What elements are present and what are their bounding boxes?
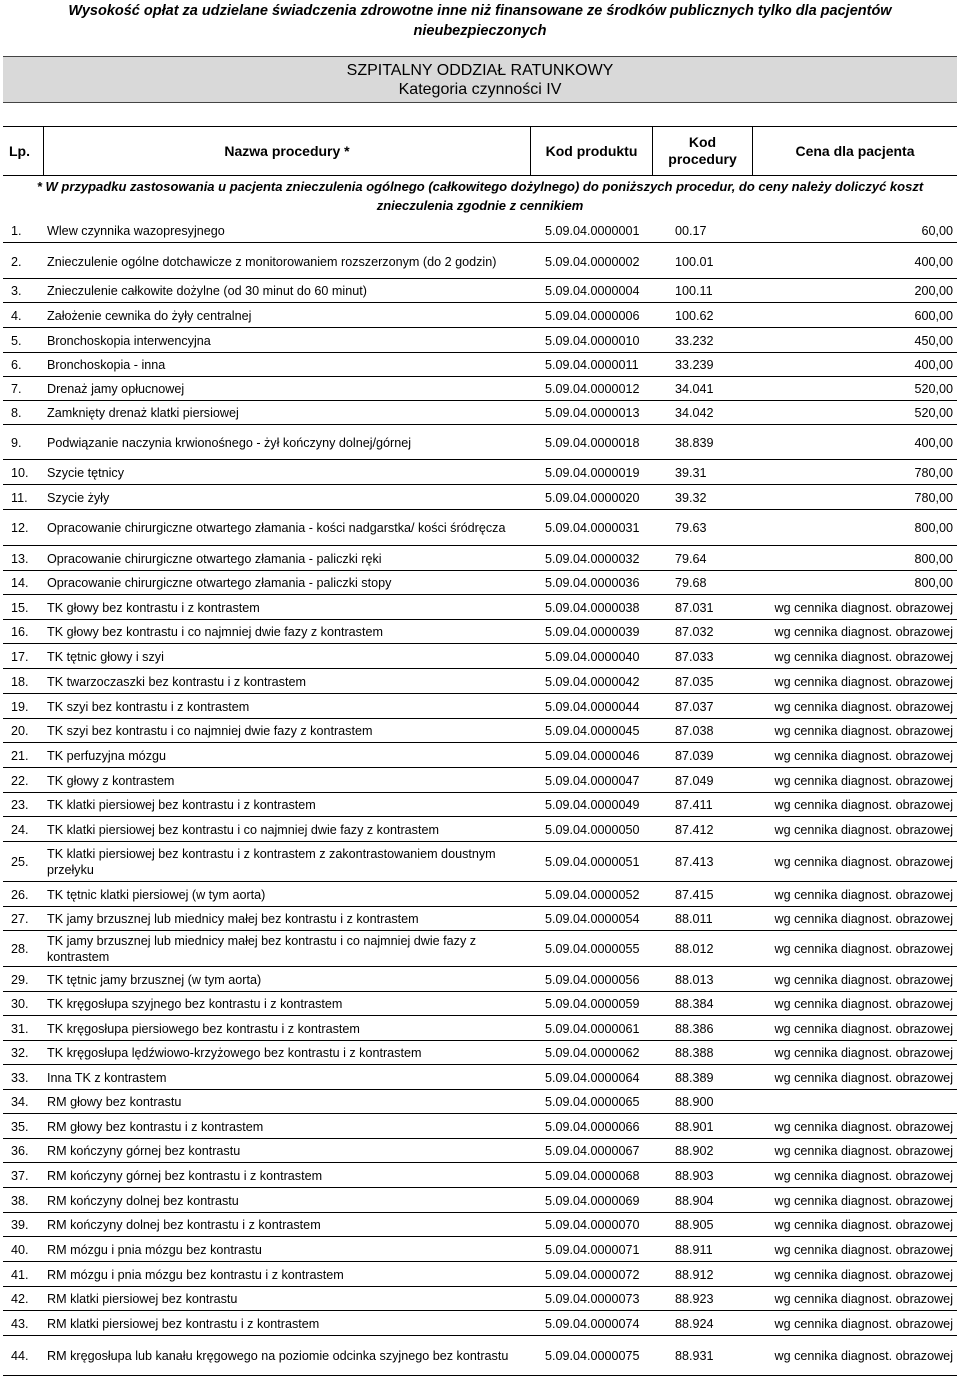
row-procedure-name: RM głowy bez kontrastu i z kontrastem [47,1119,264,1134]
row-procedure-code: 88.901 [675,1119,714,1134]
row-procedure-name: TK perfuzyjna mózgu [47,748,166,763]
row-procedure-name: TK klatki piersiowej bez kontrastu i z kontrastem z zakontrastowaniem doustnym przełyku [47,847,496,877]
row-lp: 33. [11,1070,29,1085]
row-procedure-name: TK klatki piersiowej bez kontrastu i z kontrastem [47,798,316,812]
row-procedure-code: 79.64 [675,551,707,566]
row-procedure-code: 87.411 [675,798,713,812]
row-lp: 36. [11,1144,29,1158]
row-product-code: 5.09.04.0000064 [545,1070,640,1085]
row-procedure-code: 88.924 [675,1316,714,1331]
row-lp: 9. [11,435,22,450]
row-procedure-name: TK głowy bez kontrastu i co najmniej dwie fazy z kontrastem [47,625,383,639]
row-product-code: 5.09.04.0000067 [545,1144,640,1158]
row-procedure-name: Drenaż jamy opłucnowej [47,382,185,396]
row-price: 400,00 [914,358,953,372]
footnote-line2: znieczulenia zgodnie z cennikiem [376,198,584,213]
row-price: 200,00 [914,284,953,298]
row-procedure-name: TK tętnic głowy i szyi [47,649,164,664]
row-lp: 2. [11,254,22,269]
header-product-code: Kod produktu [530,126,652,176]
row-product-code: 5.09.04.0000006 [545,308,640,323]
row-product-code: 5.09.04.0000055 [545,942,640,956]
row-price: wg cennika diagnost. obrazowej [774,822,953,837]
row-product-code: 5.09.04.0000052 [545,887,640,902]
row-lp: 27. [11,912,29,926]
row-procedure-name: RM kończyny dolnej bez kontrastu i z kontrastem [47,1218,321,1232]
row-procedure-code: 88.903 [675,1168,714,1183]
row-procedure-name: RM kończyny górnej bez kontrastu i z kontrastem [47,1168,323,1183]
header-procedure-code [652,126,752,176]
table-row [3,1238,957,1262]
table-row [3,596,957,620]
row-procedure-name: RM kończyny górnej bez kontrastu [47,1144,241,1158]
row-procedure-name: Opracowanie chirurgiczne otwartego złamania - paliczki ręki [47,551,382,566]
row-procedure-name: Znieczulenie całkowite dożylne (od 30 minut do 60 minut) [47,284,367,298]
row-lp: 7. [11,382,22,396]
row-lp: 41. [11,1267,29,1282]
row-procedure-name: TK kręgosłupa lędźwiowo-krzyżowego bez kontrastu i z kontrastem [47,1046,422,1060]
row-procedure-name: TK szyi bez kontrastu i co najmniej dwie fazy z kontrastem [47,724,373,738]
row-price: wg cennika diagnost. obrazowej [774,798,953,812]
table-row [3,908,957,931]
row-lp: 25. [11,855,29,869]
table-row [3,968,957,992]
document-title [0,0,960,41]
table-row [3,547,957,571]
row-price: wg cennika diagnost. obrazowej [774,1267,953,1282]
row-price: wg cennika diagnost. obrazowej [774,724,953,738]
row-product-code: 5.09.04.0000072 [545,1267,640,1282]
table-row [3,1017,957,1041]
table-row [3,304,957,328]
row-product-code: 5.09.04.0000051 [545,855,640,869]
table-row [3,1337,957,1376]
row-product-code: 5.09.04.0000073 [545,1292,640,1306]
row-lp: 42. [11,1292,29,1306]
section-header [3,56,957,103]
header-procedure-code-line2: procedury [668,151,737,167]
table-row [3,486,957,510]
row-procedure-code: 87.037 [675,699,714,714]
table-row [3,1140,957,1163]
row-procedure-code: 88.923 [675,1292,714,1306]
table-row [3,769,957,793]
row-lp: 11. [11,490,28,505]
table-row [3,993,957,1016]
row-procedure-code: 88.011 [675,912,713,926]
row-product-code: 5.09.04.0000002 [545,254,640,269]
row-price: wg cennika diagnost. obrazowej [774,1021,953,1036]
row-procedure-code: 88.900 [675,1095,714,1109]
row-lp: 37. [11,1168,29,1183]
row-procedure-name: Bronchoskopia - inna [47,358,166,372]
row-procedure-code: 100.62 [675,308,714,323]
row-lp: 14. [11,576,29,590]
row-lp: 29. [11,972,29,987]
row-procedure-name: TK kręgosłupa piersiowego bez kontrastu i z kontrastem [47,1021,360,1036]
row-procedure-name: Opracowanie chirurgiczne otwartego złamania - paliczki stopy [47,576,392,590]
row-procedure-name: TK głowy bez kontrastu i z kontrastem [47,600,260,615]
row-procedure-code: 38.839 [675,435,714,450]
table-row [3,280,957,303]
row-procedure-code: 87.413 [675,855,714,869]
row-procedure-code: 79.68 [675,576,707,590]
row-procedure-code: 87.032 [675,625,714,639]
row-product-code: 5.09.04.0000042 [545,674,640,689]
row-price: wg cennika diagnost. obrazowej [774,1218,953,1232]
row-lp: 13. [11,551,29,566]
row-lp: 5. [11,333,22,348]
row-procedure-name: TK tętnic jamy brzusznej (w tym aorta) [47,972,262,987]
row-product-code: 5.09.04.0000047 [545,773,640,788]
row-procedure-name: RM mózgu i pnia mózgu bez kontrastu [47,1242,262,1257]
row-procedure-name: RM kończyny dolnej bez kontrastu [47,1193,239,1208]
row-procedure-code: 88.911 [675,1242,713,1257]
row-procedure-code: 100.11 [675,284,713,298]
row-price: 400,00 [914,435,953,450]
row-procedure-code: 88.389 [675,1070,714,1085]
table-row [3,818,957,842]
table-row [3,1042,957,1065]
row-lp: 26. [11,887,29,902]
row-price: 800,00 [914,551,953,566]
row-price: wg cennika diagnost. obrazowej [774,912,953,926]
table-row [3,670,957,694]
section-name: SZPITALNY ODDZIAŁ RATUNKOWY [346,62,614,79]
row-lp: 24. [11,822,29,837]
row-product-code: 5.09.04.0000010 [545,333,640,348]
row-price: 800,00 [914,521,953,535]
document-title-line1: Wysokość opłat za udzielane świadczenia zdrowotne inne niż finansowane ze środków publicznych tylko dla pacjentów [68,3,892,19]
row-procedure-code: 34.041 [675,382,714,396]
table-row [3,511,957,546]
row-procedure-code: 87.035 [675,674,714,689]
table-row [3,720,957,743]
row-lp: 18. [11,674,29,689]
document-title-line2: nieubezpieczonych [413,23,547,39]
row-product-code: 5.09.04.0000039 [545,625,640,639]
row-procedure-code: 87.031 [675,600,714,615]
row-procedure-name: RM mózgu i pnia mózgu bez kontrastu i z kontrastem [47,1267,344,1282]
row-procedure-code: 87.039 [675,748,714,763]
row-price: wg cennika diagnost. obrazowej [774,1193,953,1208]
table-row [3,378,957,401]
row-lp: 17. [11,649,29,664]
row-procedure-code: 33.232 [675,333,714,348]
row-price: 780,00 [914,490,953,505]
row-price: wg cennika diagnost. obrazowej [774,997,953,1011]
header-procedure-name: Nazwa procedury * [43,126,530,176]
table-row [3,245,957,279]
row-procedure-code: 33.239 [675,358,714,372]
table-row [3,1214,957,1237]
row-procedure-name: TK klatki piersiowej bez kontrastu i co najmniej dwie fazy z kontrastem [47,822,439,837]
row-lp: 10. [11,465,29,480]
table-row [3,695,957,719]
row-procedure-code: 87.412 [675,822,714,837]
row-procedure-code: 100.01 [675,254,714,269]
row-product-code: 5.09.04.0000032 [545,551,640,566]
row-price: wg cennika diagnost. obrazowej [774,972,953,987]
row-procedure-name: TK jamy brzusznej lub miednicy małej bez kontrastu i z kontrastem [47,912,419,926]
table-row [3,1164,957,1188]
table-row [3,219,957,243]
anesthesia-footnote [3,177,957,215]
row-procedure-code: 87.033 [675,649,714,664]
footnote-line1: * W przypadku zastosowania u pacjenta znieczulenia ogólnego (całkowitego dożylnego) do poniższych procedur, do ceny należy doliczyć koszt [36,179,924,194]
row-product-code: 5.09.04.0000019 [545,465,640,480]
row-lp: 43. [11,1316,29,1331]
row-procedure-name: TK szyi bez kontrastu i z kontrastem [47,699,250,714]
row-product-code: 5.09.04.0000004 [545,284,640,298]
row-procedure-code: 39.31 [675,465,707,480]
row-product-code: 5.09.04.0000075 [545,1349,640,1363]
row-price: wg cennika diagnost. obrazowej [774,1070,953,1085]
row-product-code: 5.09.04.0000062 [545,1046,640,1060]
row-product-code: 5.09.04.0000061 [545,1021,640,1036]
row-procedure-code: 88.904 [675,1193,714,1208]
row-product-code: 5.09.04.0000031 [545,521,640,535]
row-price: wg cennika diagnost. obrazowej [774,649,953,664]
row-lp: 3. [11,284,22,298]
row-price: 60,00 [921,223,953,238]
section-category: Kategoria czynności IV [398,81,562,98]
row-procedure-name: TK twarzoczaszki bez kontrastu i z kontrastem [47,674,306,689]
row-procedure-code: 79.63 [675,521,707,535]
row-procedure-name: Opracowanie chirurgiczne otwartego złamania - kości nadgarstka/ kości śródręcza [47,521,506,535]
row-product-code: 5.09.04.0000068 [545,1168,640,1183]
row-procedure-name: Szycie tętnicy [47,465,124,480]
row-lp: 22. [11,773,29,788]
row-product-code: 5.09.04.0000056 [545,972,640,987]
row-procedure-code: 88.386 [675,1021,714,1036]
row-procedure-name: RM klatki piersiowej bez kontrastu i z kontrastem [47,1316,320,1331]
row-lp: 19. [11,699,29,714]
row-product-code: 5.09.04.0000046 [545,748,640,763]
row-price: 450,00 [914,333,953,348]
row-procedure-name: TK kręgosłupa szyjnego bez kontrastu i z kontrastem [47,997,343,1011]
row-lp: 4. [11,308,22,323]
row-product-code: 5.09.04.0000065 [545,1095,640,1109]
table-row [3,461,957,485]
row-procedure-code: 87.049 [675,773,714,788]
row-procedure-name: Bronchoskopia interwencyjna [47,333,211,348]
row-procedure-name: Wlew czynnika wazopresyjnego [47,223,225,238]
table-row [3,1115,957,1139]
row-procedure-code: 88.931 [675,1349,714,1363]
row-procedure-code: 39.32 [675,490,707,505]
row-procedure-code: 88.384 [675,997,714,1011]
table-row [3,1263,957,1287]
row-product-code: 5.09.04.0000066 [545,1119,640,1134]
row-lp: 39. [11,1218,29,1232]
row-price: wg cennika diagnost. obrazowej [774,748,953,763]
row-lp: 30. [11,997,29,1011]
table-row [3,354,957,377]
row-procedure-code: 87.415 [675,887,714,902]
row-lp: 8. [11,406,22,420]
row-price: wg cennika diagnost. obrazowej [774,1119,953,1134]
row-product-code: 5.09.04.0000012 [545,382,640,396]
row-procedure-name: Założenie cewnika do żyły centralnej [47,308,252,323]
row-lp: 28. [11,942,29,956]
row-product-code: 5.09.04.0000018 [545,435,640,450]
header-price: Cena dla pacjenta [752,126,957,176]
row-procedure-code: 88.388 [675,1046,714,1060]
row-price: 780,00 [914,465,953,480]
header-lp: Lp. [3,126,43,176]
row-product-code: 5.09.04.0000049 [545,798,640,812]
row-price: wg cennika diagnost. obrazowej [774,942,953,956]
row-price: wg cennika diagnost. obrazowej [774,887,953,902]
table-row [3,572,957,595]
table-row [3,794,957,817]
row-lp: 44. [11,1349,29,1363]
row-lp: 35. [11,1119,29,1134]
row-procedure-code: 88.905 [675,1218,714,1232]
row-price: 400,00 [914,254,953,269]
row-procedure-code: 34.042 [675,406,714,420]
row-product-code: 5.09.04.0000054 [545,912,640,926]
row-procedure-name: Znieczulenie ogólne dotchawicze z monitorowaniem rozszerzonym (do 2 godzin) [47,254,497,269]
row-lp: 20. [11,724,29,738]
row-price: wg cennika diagnost. obrazowej [774,699,953,714]
row-price: wg cennika diagnost. obrazowej [774,1242,953,1257]
row-procedure-name: Podwiązanie naczynia krwionośnego - żył kończyny dolnej/górnej [47,435,412,450]
row-price: wg cennika diagnost. obrazowej [774,1316,953,1331]
row-price: 520,00 [914,406,953,420]
row-lp: 12. [11,521,29,535]
row-price: wg cennika diagnost. obrazowej [774,1046,953,1060]
row-product-code: 5.09.04.0000045 [545,724,640,738]
row-product-code: 5.09.04.0000038 [545,600,640,615]
table-row [3,1288,957,1311]
table-row [3,402,957,425]
row-price: wg cennika diagnost. obrazowej [774,625,953,639]
row-procedure-code: 88.902 [675,1144,714,1158]
row-lp: 16. [11,625,29,639]
table-row [3,744,957,768]
row-price: wg cennika diagnost. obrazowej [774,855,953,869]
row-product-code: 5.09.04.0000036 [545,576,640,590]
row-price: wg cennika diagnost. obrazowej [774,1144,953,1158]
row-procedure-name: RM kręgosłupa lub kanału kręgowego na poziomie odcinka szyjnego bez kontrastu [47,1349,509,1363]
table-row [3,621,957,644]
row-product-code: 5.09.04.0000050 [545,822,640,837]
row-lp: 21. [11,748,29,763]
table-row [3,843,957,882]
row-product-code: 5.09.04.0000059 [545,997,640,1011]
table-row [3,1312,957,1336]
row-price: 800,00 [914,576,953,590]
row-procedure-name: TK głowy z kontrastem [47,773,175,788]
header-procedure-code-line1: Kod [688,134,717,150]
row-procedure-code: 88.912 [675,1267,714,1282]
row-product-code: 5.09.04.0000013 [545,406,640,420]
row-price: 600,00 [914,308,953,323]
row-lp: 23. [11,798,29,812]
row-lp: 34. [11,1095,29,1109]
row-price: 520,00 [914,382,953,396]
row-procedure-name: TK jamy brzusznej lub miednicy małej bez kontrastu i co najmniej dwie fazy z kontrastem [47,934,477,964]
row-procedure-code: 00.17 [675,223,707,238]
row-price: wg cennika diagnost. obrazowej [774,600,953,615]
row-product-code: 5.09.04.0000011 [545,358,639,372]
table-row [3,645,957,669]
table-row [3,1066,957,1090]
row-product-code: 5.09.04.0000044 [545,699,640,714]
row-procedure-name: RM klatki piersiowej bez kontrastu [47,1292,238,1306]
table-row [3,1091,957,1114]
row-procedure-code: 88.013 [675,972,714,987]
row-lp: 31. [11,1021,29,1036]
row-price: wg cennika diagnost. obrazowej [774,674,953,689]
row-procedure-name: Inna TK z kontrastem [47,1070,167,1085]
row-product-code: 5.09.04.0000071 [545,1242,640,1257]
row-product-code: 5.09.04.0000040 [545,649,640,664]
row-price: wg cennika diagnost. obrazowej [774,1168,953,1183]
table-row [3,1189,957,1213]
row-procedure-name: Zamknięty drenaż klatki piersiowej [47,406,239,420]
row-procedure-code: 88.012 [675,942,714,956]
row-product-code: 5.09.04.0000069 [545,1193,640,1208]
row-procedure-name: Szycie żyły [47,490,110,505]
row-product-code: 5.09.04.0000020 [545,490,640,505]
row-procedure-name: TK tętnic klatki piersiowej (w tym aorta) [47,887,266,902]
row-price: wg cennika diagnost. obrazowej [774,1292,953,1306]
row-procedure-name: RM głowy bez kontrastu [47,1095,182,1109]
row-lp: 40. [11,1242,29,1257]
row-price: wg cennika diagnost. obrazowej [774,1349,953,1363]
row-lp: 6. [11,358,22,372]
row-procedure-code: 87.038 [675,724,714,738]
row-product-code: 5.09.04.0000074 [545,1316,640,1331]
table-row [3,883,957,907]
table-row [3,426,957,460]
row-lp: 32. [11,1046,29,1060]
table-row [3,932,957,967]
row-price: wg cennika diagnost. obrazowej [774,773,953,788]
row-product-code: 5.09.04.0000070 [545,1218,640,1232]
row-product-code: 5.09.04.0000001 [545,223,640,238]
table-row [3,329,957,353]
row-lp: 15. [11,600,29,615]
row-lp: 38. [11,1193,29,1208]
row-lp: 1. [11,223,22,238]
